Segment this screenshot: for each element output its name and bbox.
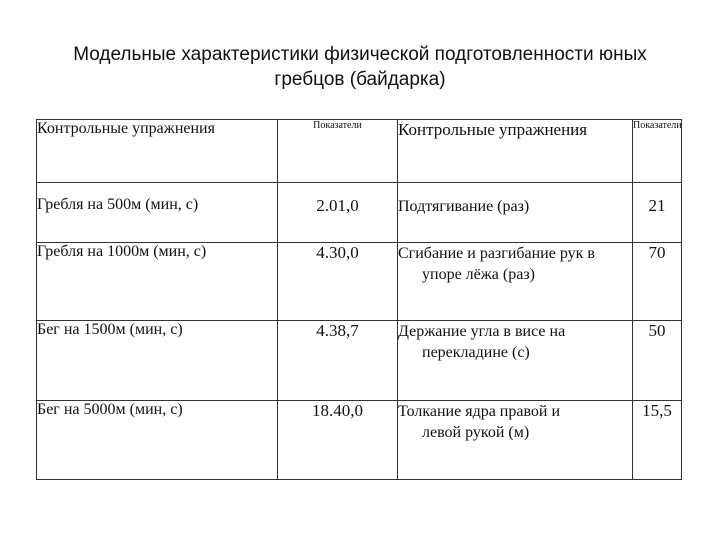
table-row bbox=[37, 401, 682, 480]
row-left-value: 4.30,0 bbox=[278, 243, 398, 321]
row-right-exercise bbox=[398, 243, 633, 321]
header-indicators-right: Показатели bbox=[633, 120, 682, 183]
row-right-exercise bbox=[398, 183, 633, 243]
row-left-value: 2.01,0 bbox=[278, 183, 398, 243]
row-right-exercise bbox=[398, 321, 633, 401]
row-right-exercise-line1: Держание угла в висе на bbox=[398, 323, 566, 340]
row-right-exercise-line1: Сгибание и разгибание рук в bbox=[398, 245, 595, 262]
title-line-2: гребцов (байдарка) bbox=[274, 69, 446, 90]
row-right-exercise-line1: Толкание ядра правой и bbox=[398, 403, 561, 420]
header-indicators-left: Показатели bbox=[278, 120, 398, 183]
table-row bbox=[37, 243, 682, 321]
row-left-exercise: Бег на 5000м (мин, с) bbox=[37, 401, 278, 480]
header-exercises-right: Контрольные упражнения bbox=[398, 120, 633, 183]
row-right-value: 50 bbox=[633, 321, 682, 401]
table-row bbox=[37, 321, 682, 401]
title-line-1: Модельные характеристики физической подготовленности юных bbox=[73, 44, 647, 65]
page-title bbox=[40, 42, 680, 92]
header-exercises-left: Контрольные упражнения bbox=[37, 120, 278, 183]
row-right-exercise-line1: Подтягивание (раз) bbox=[398, 198, 530, 215]
row-right-value: 15,5 bbox=[633, 401, 682, 480]
table-header-row bbox=[37, 120, 682, 183]
row-left-exercise: Бег на 1500м (мин, с) bbox=[37, 321, 278, 401]
row-right-exercise-line2: упоре лёжа (раз) bbox=[422, 266, 535, 283]
table-row bbox=[37, 183, 682, 243]
row-left-exercise: Гребля на 500м (мин, с) bbox=[37, 183, 278, 243]
row-right-exercise-line2: левой рукой (м) bbox=[422, 424, 530, 441]
row-left-value: 4.38,7 bbox=[278, 321, 398, 401]
row-left-value: 18.40,0 bbox=[278, 401, 398, 480]
row-right-value: 21 bbox=[633, 183, 682, 243]
row-right-exercise-line2: перекладине (с) bbox=[422, 344, 530, 361]
characteristics-table bbox=[36, 119, 682, 480]
row-right-exercise bbox=[398, 401, 633, 480]
row-left-exercise: Гребля на 1000м (мин, с) bbox=[37, 243, 278, 321]
row-right-value: 70 bbox=[633, 243, 682, 321]
